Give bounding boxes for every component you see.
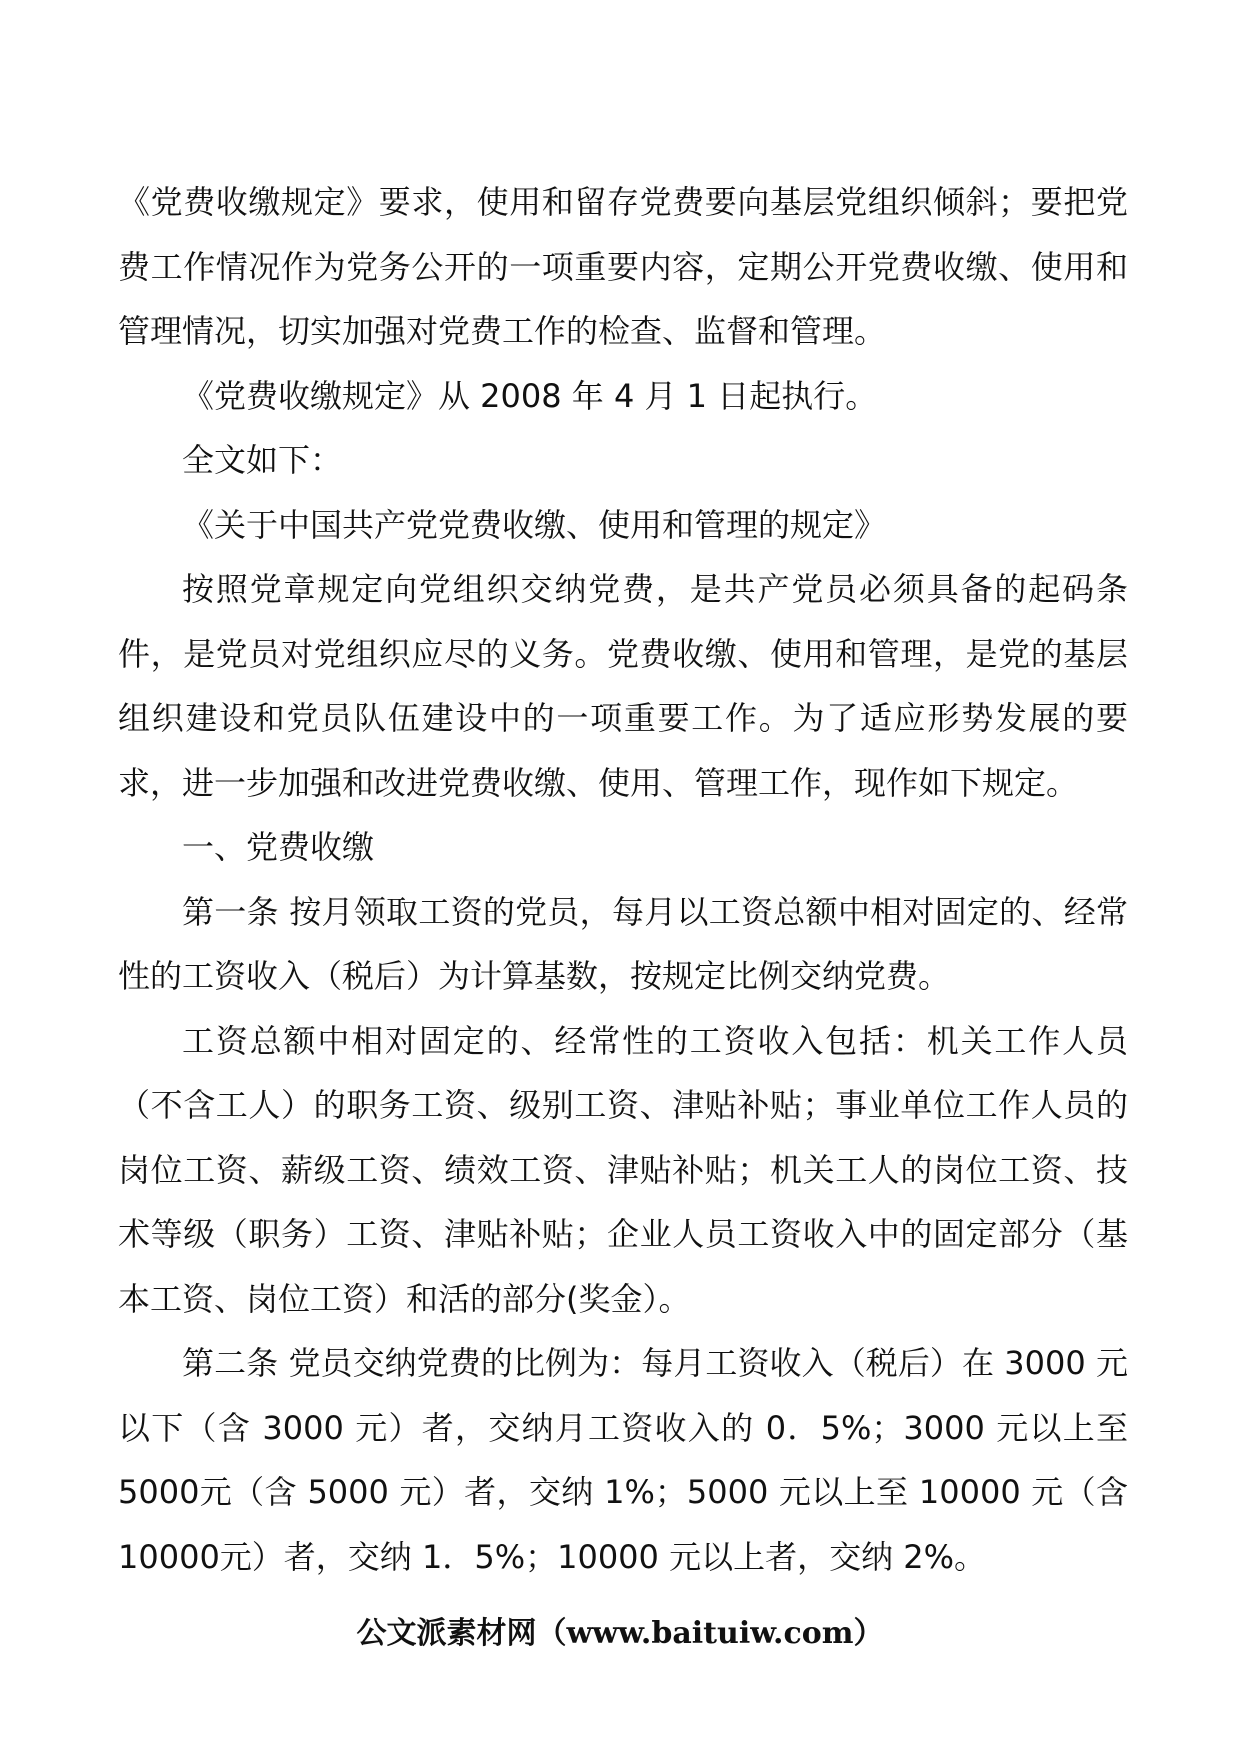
paragraph-preamble: 按照党章规定向党组织交纳党费，是共产党员必须具备的起码条件，是党员对党组织应尽的义务。党费收缴、使用和管理，是党的基层组织建设和党员队伍建设中的一项重要工作。为了适应形势发展的要求，进一步加强和改进党费收缴、使用、管理工作，现作如下规定。 <box>118 570 1128 802</box>
paragraph-full-text-intro: 全文如下： <box>182 441 343 479</box>
section-heading-collection: 一、党费收缴 <box>182 828 375 866</box>
regulation-title: 《关于中国共产党党费收缴、使用和管理的规定》 <box>182 505 887 544</box>
article-one: 第一条 按月领取工资的党员，每月以工资总额中相对固定的、经常性的工资收入（税后）为计算基数，按规定比例交纳党费。 <box>118 892 1128 995</box>
paragraph-income-scope: 工资总额中相对固定的、经常性的工资收入包括：机关工作人员（不含工人）的职务工资、级别工资、津贴补贴；事业单位工作人员的岗位工资、薪级工资、绩效工资、津贴补贴；机关工人的岗位工资、技术等级（职务）工资、津贴补贴；企业人员工资收入中的固定部分（基本工资、岗位工资）和活的部分(奖金）。 <box>118 1021 1128 1318</box>
paragraph-continuation: 《党费收缴规定》要求，使用和留存党费要向基层党组织倾斜；要把党费工作情况作为党务公开的一项重要内容，定期公开党费收缴、使用和管理情况，切实加强对党费工作的检查、监督和管理。 <box>118 183 1128 350</box>
paragraph-effective-date: 《党费收缴规定》从 2008 年 4 月 1 日起执行。 <box>182 376 878 415</box>
footer-watermark: 公文派素材网（www.baituiw.com） <box>356 1616 884 1651</box>
article-two: 第二条 党员交纳党费的比例为：每月工资收入（税后）在 3000 元以下（含 3000 元）者，交纳月工资收入的 0．5%；3000 元以上至 5000元（含 5000 元）者，交纳 1%；5000 元以上至 10000 元（含 10000元）者，交纳 1．5%；10000 元以上者，交纳 2%。 <box>118 1344 1128 1576</box>
document-body <box>118 170 1128 1589</box>
